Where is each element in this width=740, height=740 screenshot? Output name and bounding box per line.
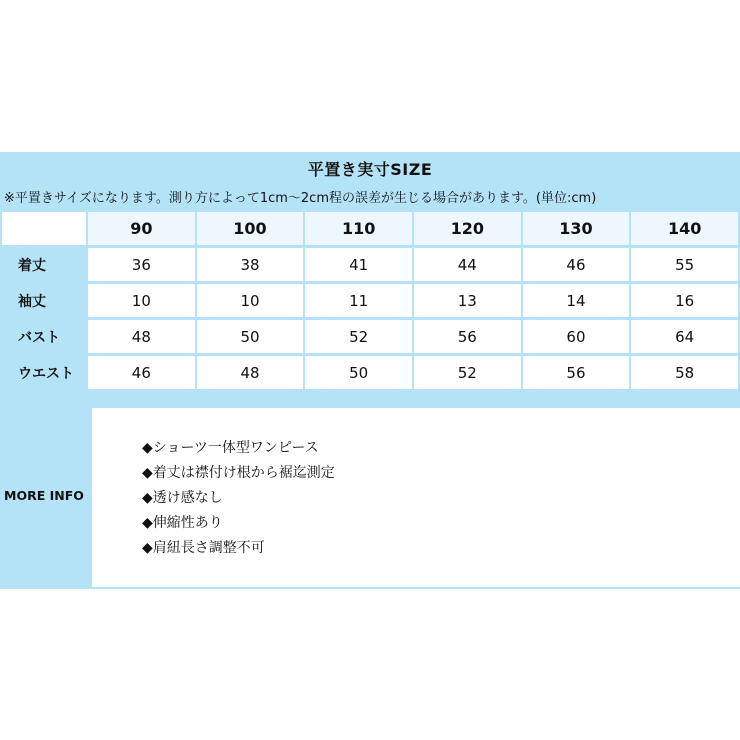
table-row: [2, 248, 738, 281]
table-row: [2, 356, 738, 389]
table-cell: 48: [88, 320, 195, 353]
list-item: ◆伸縮性あり: [142, 515, 223, 531]
more-info-box: [92, 408, 740, 587]
list-item: ◆透け感なし: [142, 490, 223, 506]
table-cell: 50: [305, 356, 412, 389]
table-cell: 13: [414, 284, 521, 317]
size-header-row: [2, 212, 738, 245]
table-cell: 46: [523, 248, 630, 281]
table-cell: 41: [305, 248, 412, 281]
row-label: 着丈: [2, 248, 86, 281]
size-header: 100: [197, 212, 304, 245]
table-row: [2, 284, 738, 317]
size-table: [0, 209, 740, 392]
table-cell: 16: [631, 284, 738, 317]
table-cell: 58: [631, 356, 738, 389]
list-item: ◆着丈は襟付け根から裾迄測定: [142, 465, 335, 481]
row-label: 袖丈: [2, 284, 86, 317]
table-cell: 50: [197, 320, 304, 353]
more-info-list: [142, 436, 335, 561]
measurement-note: ※平置きサイズになります。測り方によって1cm〜2cm程の誤差が生じる場合があります。(単位:cm): [4, 191, 597, 206]
table-cell: 11: [305, 284, 412, 317]
chart-title: 平置き実寸SIZE: [307, 160, 433, 179]
size-header: 110: [305, 212, 412, 245]
table-cell: 14: [523, 284, 630, 317]
table-cell: 56: [523, 356, 630, 389]
table-cell: 46: [88, 356, 195, 389]
table-cell: 60: [523, 320, 630, 353]
table-row: [2, 320, 738, 353]
size-header: 130: [523, 212, 630, 245]
size-header: 90: [88, 212, 195, 245]
list-item: ◆ショーツ一体型ワンピース: [142, 440, 319, 456]
table-cell: 52: [305, 320, 412, 353]
table-cell: 48: [197, 356, 304, 389]
table-cell: 64: [631, 320, 738, 353]
table-cell: 52: [414, 356, 521, 389]
list-item: ◆肩紐長さ調整不可: [142, 540, 265, 556]
more-info-label: MORE INFO: [4, 488, 84, 503]
table-cell: 10: [88, 284, 195, 317]
row-label: バスト: [2, 320, 86, 353]
row-label: ウエスト: [2, 356, 86, 389]
table-corner: [2, 212, 86, 245]
table-cell: 38: [197, 248, 304, 281]
table-cell: 55: [631, 248, 738, 281]
table-cell: 44: [414, 248, 521, 281]
size-header: 140: [631, 212, 738, 245]
table-cell: 10: [197, 284, 304, 317]
table-cell: 36: [88, 248, 195, 281]
table-cell: 56: [414, 320, 521, 353]
size-header: 120: [414, 212, 521, 245]
